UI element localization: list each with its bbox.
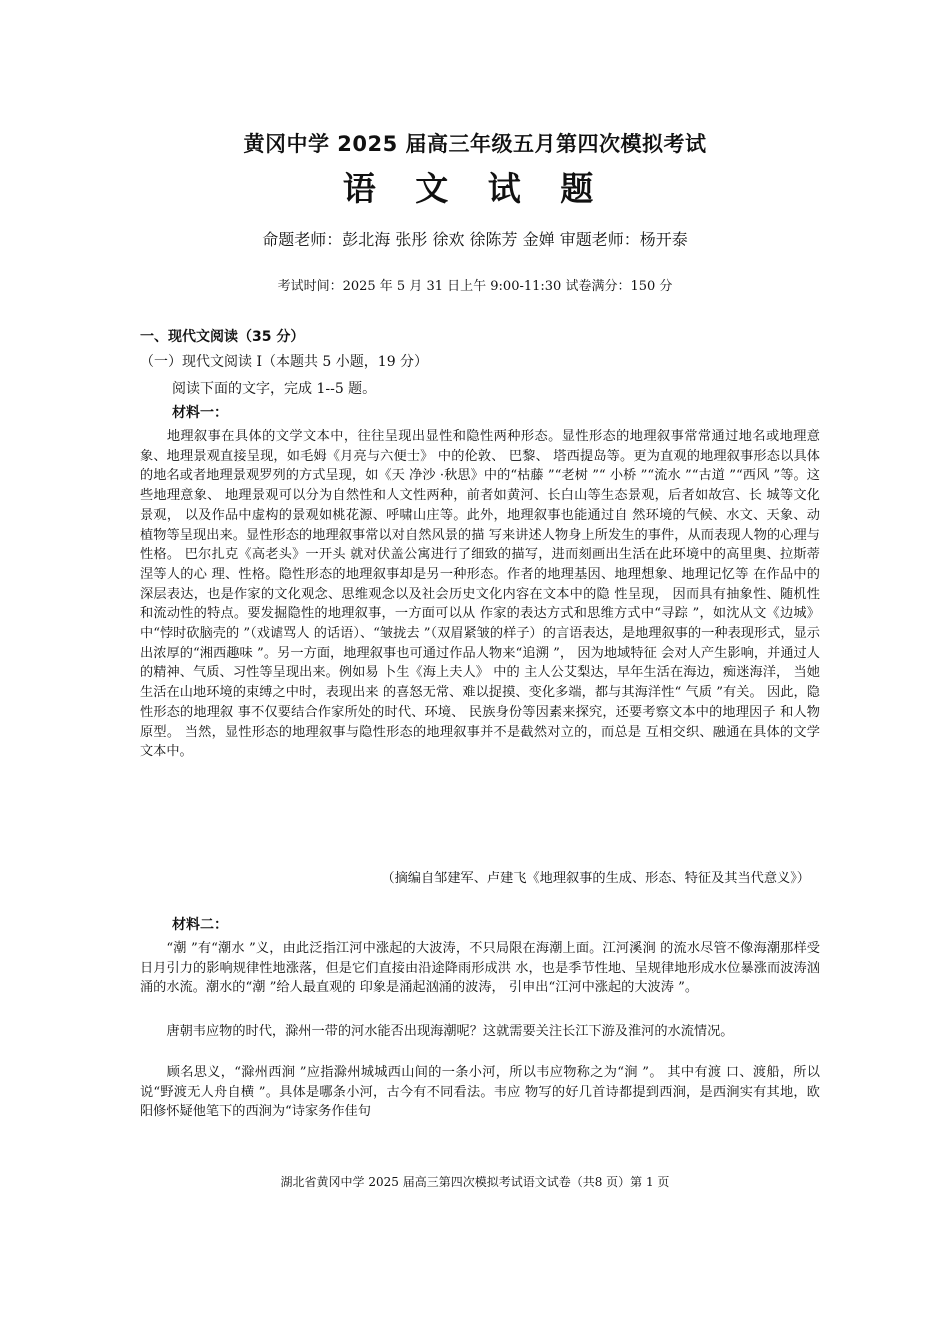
material1-text: 地理叙事在具体的文学文本中，往往呈现出显性和隐性两种形态。显性形态的地理叙事常常通过地名或地理意象、地理景观直接呈现，如毛姆《月亮与六便士》 中的伦敦、 巴黎、 塔西提岛等。更为直观的地理叙事形态以具体的地名或者地理景观罗列的方式呈现，如《天 净沙 ·秋思》中的“枯藤 ”“老树 ”“ 小桥 ”“流水 ”“古道 ”“西风 ”等。这些地理意象、 地理景观可以分为自然性和人文性两种，前者如黄河、长白山等生态景观，后者如故宫、长 城等文化景观， 以及作品中虚构的景观如桃花源、呼啸山庄等。此外，地理叙事也能通过自 然环境的气候、水文、天象、动植物等呈现出来。显性形态的地理叙事常以对自然风景的描 写来讲述人物身上所发生的事件，从而表现人物的心理与性格。 巴尔扎克《高老头》一开头 就对伏盖公寓进行了细致的描写，进而刻画出生活在此环境中的高里奥、拉斯蒂涅等人的心 理、性格。隐性形态的地理叙事却是另一种形态。作者的地理基因、地理想象、地理记忆等 在作品中的深层表达，也是作家的文化观念、思维观念以及社会历史文化内容在文本中的隐 性呈现， 因而具有抽象性、随机性和流动性的特点。要发掘隐性的地理叙事，一方面可以从 作家的表达方式和思维方式中“寻踪 ”，如沈从文《边城》 中“悖时砍脑壳的 ”（戏谑骂人 的话语）、“皱拢去 ”（双眉紧皱的样子）的言语表达，是地理叙事的一种表现形式，显示 出浓厚的“湘西趣味 ”。另一方面，地理叙事也可通过作品人物来“追溯 ”， 因为地域特征 会对人产生影响，并通过人的精神、气质、习性等呈现出来。例如易 卜生《海上夫人》 中的 主人公艾梨达，早年生活在海边，痴迷海洋， 当她生活在山地环境的束缚之中时，表现出来 的喜怒无常、难以捉摸、变化多端，都与其海洋性“ 气质 ”有关。 因此，隐性形态的地理叙 事不仅要结合作家所处的时代、环境、 民族身份等因素来探究，还要考察文本中的地理因子 和人物原型。 当然，显性形态的地理叙事与隐性形态的地理叙事并不是截然对立的，而总是 互相交织、融通在具体的文学文本中。 — [140, 429, 820, 760]
reading-instruction: 阅读下面的文字，完成 1--5 题。 — [172, 381, 377, 397]
authors-line: 命题老师：彭北海 张彤 徐欢 徐陈芳 金婵 审题老师：杨开泰 — [262, 230, 688, 249]
material2-text-2: 唐朝韦应物的时代，滁州一带的河水能否出现海潮呢？这就需要关注长江下游及淮河的水流情况。 — [166, 1024, 734, 1039]
material2-paragraph-3 — [140, 1063, 820, 1122]
subject-title: 语 文 试 题 — [342, 169, 608, 208]
material2-paragraph-2 — [140, 1022, 820, 1042]
material2-paragraph-1 — [140, 939, 820, 998]
section-heading: 一、现代文阅读（35 分） — [140, 329, 305, 345]
exam-title: 黄冈中学 2025 届高三年级五月第四次模拟考试 — [243, 132, 707, 156]
material1-paragraph — [140, 427, 820, 762]
material1-label: 材料一： — [172, 405, 228, 421]
material2-text-3: 顾名思义，“滁州西涧 ”应指滁州城城西山间的一条小河，所以韦应物称之为“涧 ”。 其中有渡 口、渡船，所以说“野渡无人舟自横 ”。具体是哪条小河，古今有不同看法。韦应 物写的好几首诗都提到西涧，是西涧实有其地，欧阳修怀疑他笔下的西涧为“诗家务作佳句 — [140, 1065, 820, 1120]
material2-text-1: “潮 ”有“潮水 ”义，由此泛指江河中涨起的大波涛，不只局限在海潮上面。江河溪涧 的流水尽管不像海潮那样受日月引力的影响规律性地涨落，但是它们直接由沿途降雨形成洪 水，也是季节性地、呈规律地形成水位暴涨而波涛汹涌的水流。潮水的“潮 ”给人最直观的 印象是涌起汹涌的波涛， 引申出“江河中涨起的大波涛 ”。 — [140, 941, 820, 996]
page-footer: 湖北省黄冈中学 2025 届高三第四次模拟考试语文试卷（共8 页）第 1 页 — [280, 1175, 670, 1189]
material1-source: （摘编自邹建军、卢建飞《地理叙事的生成、形态、特征及其当代意义》） — [381, 871, 810, 886]
section-subheading: （一）现代文阅读 Ⅰ（本题共 5 小题，19 分） — [140, 354, 429, 370]
material2-label: 材料二： — [172, 917, 228, 933]
exam-info-line: 考试时间：2025 年 5 月 31 日上午 9:00-11:30 试卷满分：150 分 — [277, 279, 673, 294]
